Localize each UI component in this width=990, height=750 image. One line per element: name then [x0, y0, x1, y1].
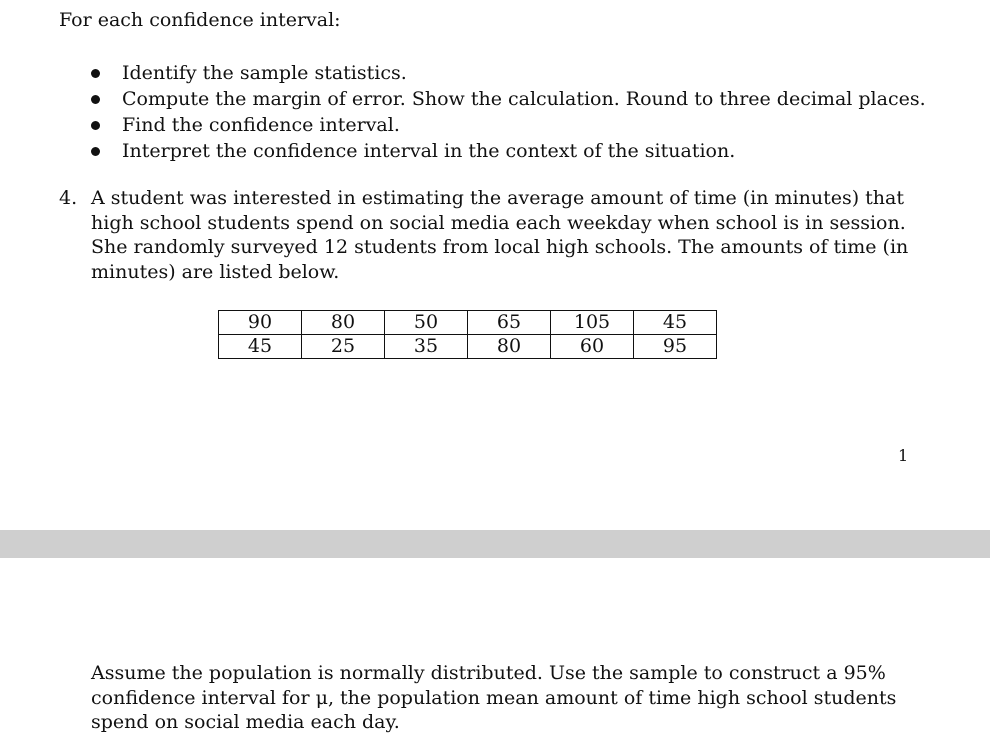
table-row	[219, 335, 717, 359]
instruction-text: Find the confidence interval.	[122, 114, 400, 136]
bullet-icon	[91, 121, 100, 130]
intro-heading: For each confidence interval:	[59, 9, 341, 31]
continuation-text: Assume the population is normally distributed. Use the sample to construct a 95% confidence interval for μ, the population mean amount of time high school students spend on social media each day.	[91, 662, 897, 733]
instruction-item	[84, 138, 926, 164]
data-table	[218, 310, 717, 359]
instruction-text: Interpret the confidence interval in the context of the situation.	[122, 140, 736, 162]
table-cell: 60	[551, 335, 634, 359]
table-cell: 65	[468, 311, 551, 335]
table-cell: 80	[302, 311, 385, 335]
document-page-2	[0, 558, 990, 750]
table-cell: 45	[634, 311, 717, 335]
table-cell: 50	[385, 311, 468, 335]
bullet-icon	[91, 69, 100, 78]
table-cell: 90	[219, 311, 302, 335]
page-separator	[0, 530, 990, 558]
table-row	[219, 311, 717, 335]
problem-text: A student was interested in estimating the average amount of time (in minutes) that high school students spend on social media each weekday when school is in session. She randomly surveyed 12 students from local high schools. The amounts of time (in minutes) are listed below.	[91, 187, 909, 283]
table-cell: 80	[468, 335, 551, 359]
bullet-icon	[91, 147, 100, 156]
instruction-text: Identify the sample statistics.	[122, 62, 407, 84]
problem-number: 4.	[59, 187, 78, 209]
table-cell: 95	[634, 335, 717, 359]
instruction-text: Compute the margin of error. Show the calculation. Round to three decimal places.	[122, 88, 926, 110]
instruction-item	[84, 86, 926, 112]
table-cell: 25	[302, 335, 385, 359]
bullet-icon	[91, 95, 100, 104]
table-cell: 45	[219, 335, 302, 359]
table-cell: 35	[385, 335, 468, 359]
instruction-item	[84, 60, 926, 86]
table-cell: 105	[551, 311, 634, 335]
page-number: 1	[898, 446, 909, 465]
instruction-item	[84, 112, 926, 138]
instruction-list	[84, 60, 926, 164]
